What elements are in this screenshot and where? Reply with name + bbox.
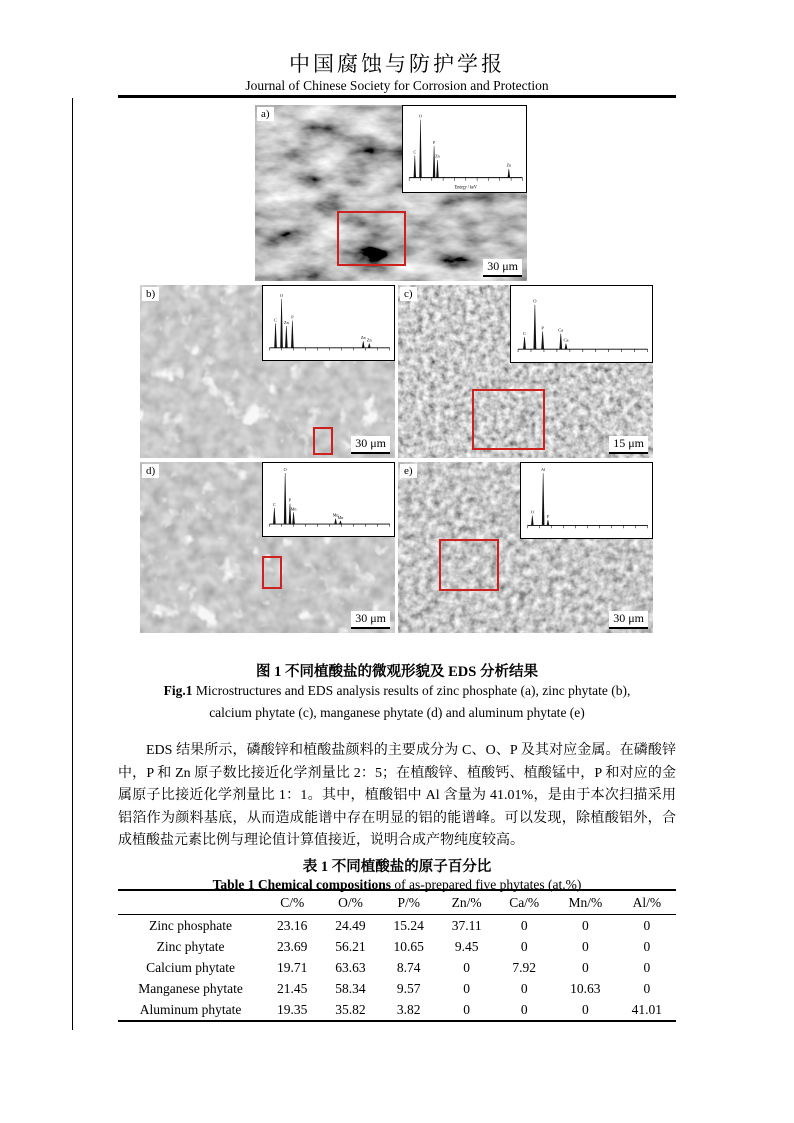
table-row — [118, 936, 676, 957]
page-margin-line — [72, 98, 73, 1030]
body-paragraph: EDS 结果所示，磷酸锌和植酸盐颜料的主要成分为 C、O、P 及其对应金属。在磷酸锌中，P 和 Zn 原子数比接近化学剂量比 2：5；在植酸锌、植酸钙、植酸锰中，P 和对应的金属原子比接近化学剂量比 1：1。其中，植酸铝中 Al 含量为 41.01%，是由于本次扫描采用铝箔作为颜料基底，从而造成能谱中存在明显的铝的能谱峰。可以发现，除植酸铝外，合成植酸盐元素比例与理论值计算值接近，说明合成产物纯度较高。 — [118, 743, 676, 848]
column-header-rowlabel — [118, 890, 263, 915]
table-cell: 23.69 — [277, 938, 308, 954]
svg-text:O: O — [280, 292, 284, 298]
svg-text:Zn: Zn — [435, 153, 440, 159]
panel-letter-label: b) — [142, 287, 159, 301]
svg-text:C: C — [273, 502, 277, 507]
table-cell: 0 — [463, 959, 471, 975]
composition-table — [118, 889, 676, 1022]
row-label: Zinc phytate — [156, 938, 225, 954]
column-header: O/% — [338, 894, 363, 910]
table-cell: 0 — [463, 1001, 471, 1017]
table-cell: 0 — [463, 980, 471, 996]
table-cell: 9.57 — [396, 980, 421, 996]
table-cell: 37.11 — [451, 917, 482, 933]
table-body — [118, 915, 676, 1022]
composition-table-wrap — [118, 889, 676, 1022]
table-cell: 41.01 — [631, 1001, 663, 1017]
svg-text:Zn: Zn — [284, 320, 290, 326]
table-title-en-rest: of as-prepared five phytates (at.%) — [390, 877, 582, 892]
svg-text:Mn: Mn — [333, 512, 339, 518]
table-cell: 0 — [581, 959, 589, 975]
figure-caption-en-rest: Microstructures and EDS analysis results of zinc phosphate (a), zinc phytate (b), — [192, 683, 631, 698]
eds-spectrum-chart — [263, 286, 394, 360]
eds-spectrum-chart — [263, 463, 394, 536]
table-cell: 21.45 — [277, 980, 308, 996]
sem-panel-a — [255, 105, 527, 281]
roi-rectangle — [439, 539, 499, 591]
svg-text:P: P — [547, 514, 550, 519]
table-cell: 0 — [643, 917, 651, 933]
panel-letter-label: a) — [257, 107, 274, 121]
svg-text:Zn: Zn — [506, 162, 511, 168]
table-cell: 0 — [643, 980, 651, 996]
sem-panel-e — [398, 462, 653, 633]
panel-letter-label: d) — [142, 464, 159, 478]
table-cell: 9.45 — [454, 938, 479, 954]
sem-panel-d — [140, 462, 395, 633]
table-cell: 24.49 — [335, 917, 366, 933]
scale-bar: 30 μm — [351, 436, 390, 454]
svg-text:P: P — [432, 139, 436, 145]
table-title-en-bold: Table 1 Chemical compositions — [212, 877, 391, 892]
table-header-row — [118, 890, 676, 915]
svg-text:Zn: Zn — [367, 337, 372, 343]
table-header — [118, 890, 676, 915]
header-rule — [118, 95, 676, 98]
eds-spectrum-inset — [262, 285, 395, 361]
table-cell: 8.74 — [396, 959, 421, 975]
column-header: Al/% — [632, 894, 662, 910]
svg-text:Zn: Zn — [361, 335, 366, 341]
column-header: P/% — [397, 894, 420, 910]
roi-rectangle — [262, 556, 281, 589]
column-header: Zn/% — [451, 894, 482, 910]
table-title-cn: 表 1 不同植酸盐的原子百分比 — [302, 859, 492, 875]
table-cell: 58.34 — [335, 980, 366, 996]
table-cell: 23.16 — [277, 917, 308, 933]
figure-caption-en-line1 — [98, 683, 696, 699]
svg-text:Mn: Mn — [337, 514, 344, 520]
table-cell: 19.71 — [277, 959, 308, 975]
table-cell: 0 — [581, 938, 589, 954]
column-header: Ca/% — [509, 894, 540, 910]
table-cell: 10.65 — [393, 938, 424, 954]
svg-text:C: C — [413, 149, 417, 155]
scale-bar: 15 μm — [609, 436, 648, 454]
row-label: Calcium phytate — [146, 959, 235, 975]
eds-spectrum-chart — [521, 463, 652, 538]
table-cell: 63.63 — [335, 959, 366, 975]
eds-spectrum-inset — [402, 105, 527, 193]
scale-bar: 30 μm — [609, 611, 648, 629]
table-cell: 0 — [643, 959, 651, 975]
figure-caption-en-bold: Fig.1 — [163, 683, 193, 698]
journal-title-cn: 中国腐蚀与防护学报 — [289, 52, 505, 76]
column-header: C/% — [280, 894, 305, 910]
table-cell: 0 — [581, 917, 589, 933]
svg-text:O: O — [533, 298, 537, 304]
figure-caption-en-line2: calcium phytate (c), manganese phytate (d) and aluminum phytate (e) — [209, 705, 585, 720]
eds-spectrum-inset — [262, 462, 395, 537]
svg-text:C: C — [274, 317, 278, 323]
eds-spectrum-inset — [520, 462, 653, 539]
svg-text:Ca: Ca — [558, 327, 564, 333]
table-cell: 0 — [520, 938, 528, 954]
scale-bar: 30 μm — [483, 259, 522, 277]
svg-text:Ca: Ca — [563, 337, 569, 343]
svg-text:C: C — [523, 331, 527, 336]
panel-letter-label: e) — [400, 464, 417, 478]
table-cell: 0 — [520, 917, 528, 933]
table-cell: 0 — [520, 980, 528, 996]
svg-text:O: O — [284, 467, 288, 473]
svg-text:O: O — [418, 113, 422, 119]
svg-text:P: P — [541, 325, 545, 331]
table-cell: 10.63 — [570, 980, 601, 996]
table-cell: 0 — [581, 1001, 589, 1017]
eds-spectrum-chart — [511, 286, 652, 362]
figure-caption-cn: 图 1 不同植酸盐的微观形貌及 EDS 分析结果 — [256, 664, 538, 680]
panel-letter-label: c) — [400, 287, 417, 301]
row-label: Aluminum phytate — [139, 1001, 242, 1017]
sem-panel-b — [140, 285, 395, 458]
svg-text:O: O — [531, 509, 535, 515]
table-cell: 0 — [520, 1001, 528, 1017]
scale-bar: 30 μm — [351, 611, 390, 629]
roi-rectangle — [337, 211, 406, 266]
row-label: Manganese phytate — [138, 980, 243, 996]
table-cell: 7.92 — [512, 959, 536, 975]
eds-spectrum-inset — [510, 285, 653, 363]
table-cell: 15.24 — [393, 917, 424, 933]
table-cell: 3.82 — [396, 1001, 421, 1017]
svg-text:Al: Al — [541, 467, 546, 473]
table-row — [118, 978, 676, 999]
sem-panel-c — [398, 285, 653, 458]
table-row — [118, 999, 676, 1021]
svg-text:Mn: Mn — [291, 506, 297, 512]
roi-rectangle — [313, 427, 332, 455]
table-row — [118, 915, 676, 937]
table-cell: 35.82 — [335, 1001, 366, 1017]
column-header: Mn/% — [568, 894, 603, 910]
row-label: Zinc phosphate — [149, 917, 232, 933]
svg-text:P: P — [289, 497, 292, 503]
table-cell: 19.35 — [277, 1001, 308, 1017]
table-row — [118, 957, 676, 978]
table-cell: 56.21 — [335, 938, 366, 954]
roi-rectangle — [472, 389, 545, 450]
eds-spectrum-chart — [403, 106, 526, 192]
journal-title-en: Journal of Chinese Society for Corrosion and Protection — [245, 78, 549, 93]
table-cell: 0 — [643, 938, 651, 954]
svg-text:Energy / keV: Energy / keV — [454, 184, 477, 190]
svg-text:P: P — [291, 314, 294, 320]
